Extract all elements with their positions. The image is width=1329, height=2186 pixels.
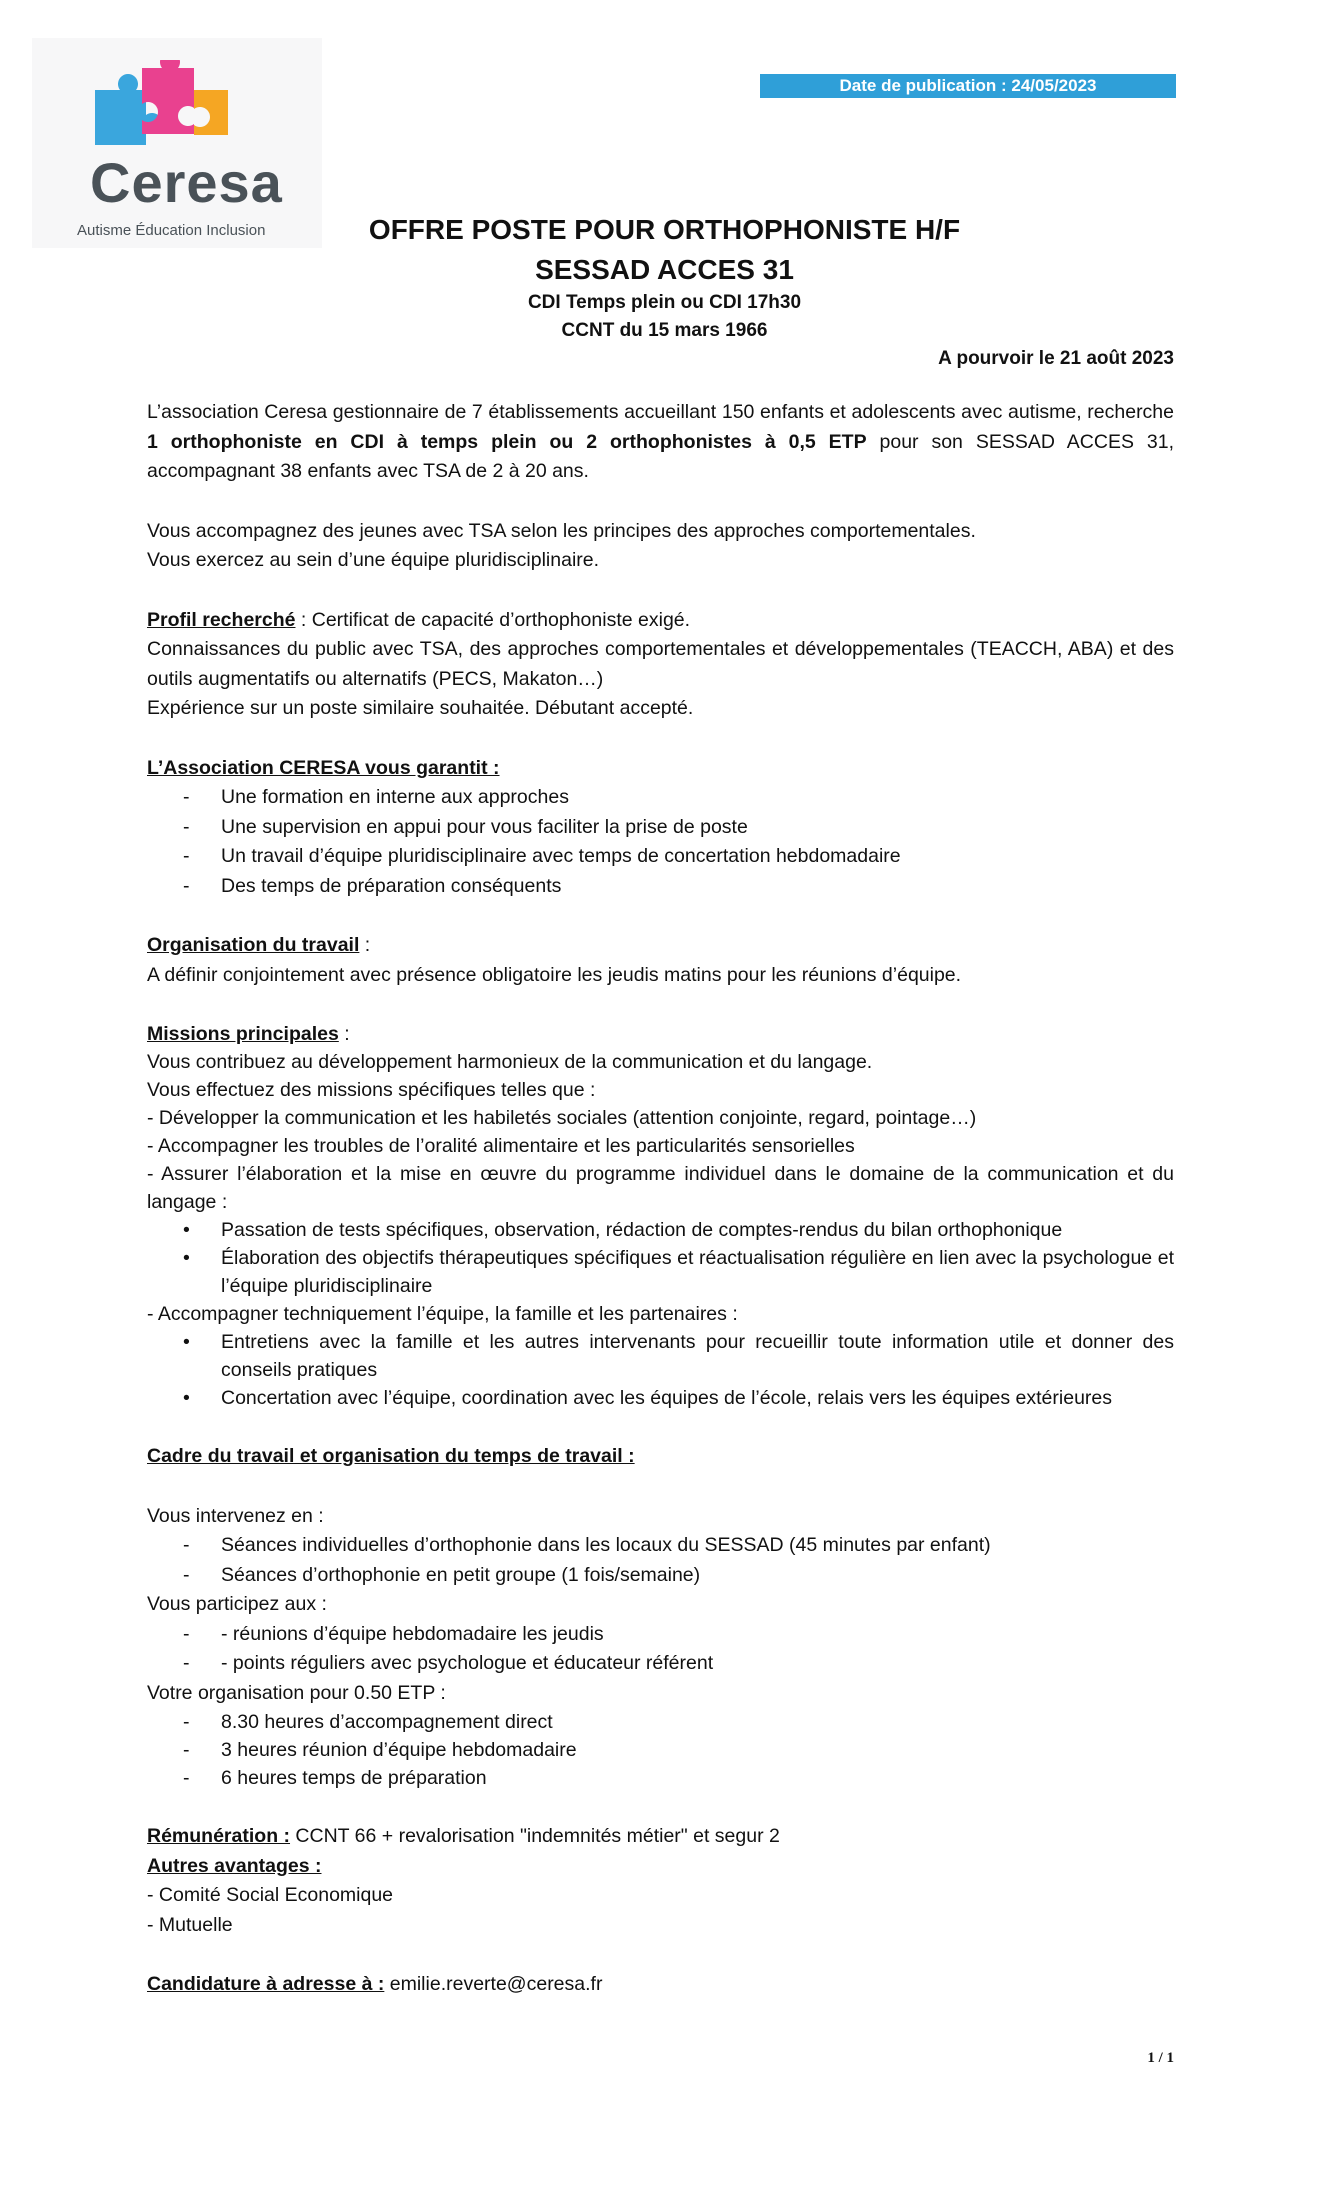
- schedule-list: [147, 1708, 1174, 1792]
- pay-label: Rémunération :: [147, 1825, 291, 1847]
- apply-line: [147, 1970, 1174, 2000]
- benefit-item: - Comité Social Economique: [147, 1884, 394, 1906]
- list-item: - Un travail d’équipe pluridisciplinaire avec temps de concertation hebdomadaire: [147, 842, 1174, 872]
- label-suffix: :: [338, 1023, 350, 1045]
- label-suffix: :: [359, 934, 371, 956]
- list-item: - Séances individuelles d’orthophonie dans les locaux du SESSAD (45 minutes par enfant): [147, 1531, 1174, 1561]
- missions-label: Missions principales: [147, 1023, 339, 1045]
- list-item: - Une supervision en appui pour vous faciliter la prise de poste: [147, 813, 1174, 843]
- mission-sublist: [147, 1328, 1174, 1412]
- availability-date: A pourvoir le 21 août 2023: [938, 348, 1174, 369]
- team-line: Vous exercez au sein d’une équipe pluridisciplinaire.: [147, 549, 600, 571]
- job-title: OFFRE POSTE POUR ORTHOPHONISTE H/F: [368, 214, 961, 245]
- list-item: - 3 heures réunion d’équipe hebdomadaire: [147, 1736, 1174, 1764]
- mission-item: - Accompagner techniquement l’équipe, la famille et les partenaires :: [147, 1303, 738, 1325]
- organisation-label: Organisation du travail: [147, 934, 360, 956]
- framework-line: Vous participez aux :: [147, 1593, 327, 1615]
- approach-line: Vous accompagnez des jeunes avec TSA selon les principes des approches comportementales.: [147, 519, 976, 542]
- mission-sublist: [147, 1216, 1174, 1300]
- profile-experience: Expérience sur un poste similaire souhaitée. Débutant accepté.: [147, 697, 694, 719]
- list-item: - 6 heures temps de préparation: [147, 1764, 1174, 1792]
- list-item: • Concertation avec l’équipe, coordination avec les équipes de l’école, relais vers les équipes extérieures: [147, 1384, 1174, 1412]
- benefit-item: - Mutuelle: [147, 1913, 233, 1936]
- list-item: - Des temps de préparation conséquents: [147, 872, 1174, 902]
- intro-text-end: pour son SESSAD ACCES 31, accompagnant 38 enfants avec TSA de 2 à 20 ans.: [147, 430, 1174, 482]
- mission-item: - Accompagner les troubles de l’oralité alimentaire et les particularités sensorielles: [147, 1135, 855, 1157]
- framework-line: Votre organisation pour 0.50 ETP :: [147, 1681, 446, 1704]
- list-item: - 8.30 heures d’accompagnement direct: [147, 1708, 1174, 1736]
- apply-email[interactable]: emilie.reverte@ceresa.fr: [384, 1973, 603, 1995]
- list-item: - - réunions d’équipe hebdomadaire les jeudis: [147, 1620, 1174, 1650]
- framework-label: Cadre du travail et organisation du temps de travail :: [147, 1445, 635, 1467]
- list-item: • Entretiens avec la famille et les autres intervenants pour recueillir toute information utile et donner des conseils pratiques: [147, 1328, 1174, 1384]
- mission-item: - Développer la communication et les habiletés sociales (attention conjointe, regard, pointage…): [147, 1107, 977, 1129]
- profile-line: [147, 606, 1174, 636]
- profile-label: Profil recherché: [147, 608, 296, 631]
- intro-text: L’association Ceresa gestionnaire de 7 établissements accueillant 150 enfants et adolescents avec autisme, recherche: [147, 401, 1174, 423]
- apply-label: Candidature à adresse à :: [147, 1973, 385, 1995]
- list-item: - Une formation en interne aux approches: [147, 783, 1174, 813]
- list-item: • Élaboration des objectifs thérapeutiques spécifiques et réactualisation régulière en lien avec la psychologue et l’équipe pluridisciplinaire: [147, 1244, 1174, 1300]
- benefits-label: Autres avantages :: [147, 1854, 322, 1877]
- intro-positions: 1 orthophoniste en CDI à temps plein ou 2 orthophonistes à 0,5 ETP: [147, 430, 867, 453]
- pay-line: [147, 1822, 1174, 1852]
- puzzle-icon: [90, 60, 240, 150]
- intervene-list: [147, 1531, 1174, 1590]
- framework-line: Vous intervenez en :: [147, 1504, 324, 1527]
- missions-line: Vous effectuez des missions spécifiques telles que :: [147, 1079, 596, 1101]
- missions-line: Vous contribuez au développement harmonieux de la communication et du langage.: [147, 1051, 873, 1073]
- profile-knowledge: Connaissances du public avec TSA, des approches comportementales et développementales (TEACCH, ABA) et des outils augmentatifs ou alternatifs (PECS, Makaton…): [147, 638, 1174, 690]
- intro-paragraph: [147, 398, 1174, 487]
- profile-text: : Certificat de capacité d’orthophoniste exigé.: [295, 608, 691, 631]
- page-number: 1 / 1: [1147, 2050, 1174, 2066]
- logo-tagline: Autisme Éducation Inclusion: [77, 222, 266, 239]
- offer-body: [147, 398, 1174, 2000]
- service-title: SESSAD ACCES 31: [535, 254, 794, 285]
- pay-text: CCNT 66 + revalorisation "indemnités métier" et segur 2: [290, 1825, 780, 1847]
- list-item: - - points réguliers avec psychologue et éducateur référent: [147, 1649, 1174, 1679]
- publication-date-banner: Date de publication : 24/05/2023: [760, 74, 1176, 98]
- logo-name: Ceresa: [90, 151, 283, 214]
- guarantees-list: [147, 783, 1174, 901]
- list-item: - Séances d’orthophonie en petit groupe (1 fois/semaine): [147, 1561, 1174, 1591]
- guarantees-label: L’Association CERESA vous garantit :: [147, 756, 500, 779]
- contract-type: CDI Temps plein ou CDI 17h30: [527, 292, 802, 313]
- organisation-text: A définir conjointement avec présence obligatoire les jeudis matins pour les réunions d’équipe.: [147, 963, 962, 986]
- participate-list: [147, 1620, 1174, 1679]
- collective-agreement: CCNT du 15 mars 1966: [561, 320, 768, 341]
- list-item: • Passation de tests spécifiques, observation, rédaction de comptes-rendus du bilan orthophonique: [147, 1216, 1174, 1244]
- mission-item: - Assurer l’élaboration et la mise en œuvre du programme individuel dans le domaine de la communication et du langage :: [147, 1163, 1174, 1213]
